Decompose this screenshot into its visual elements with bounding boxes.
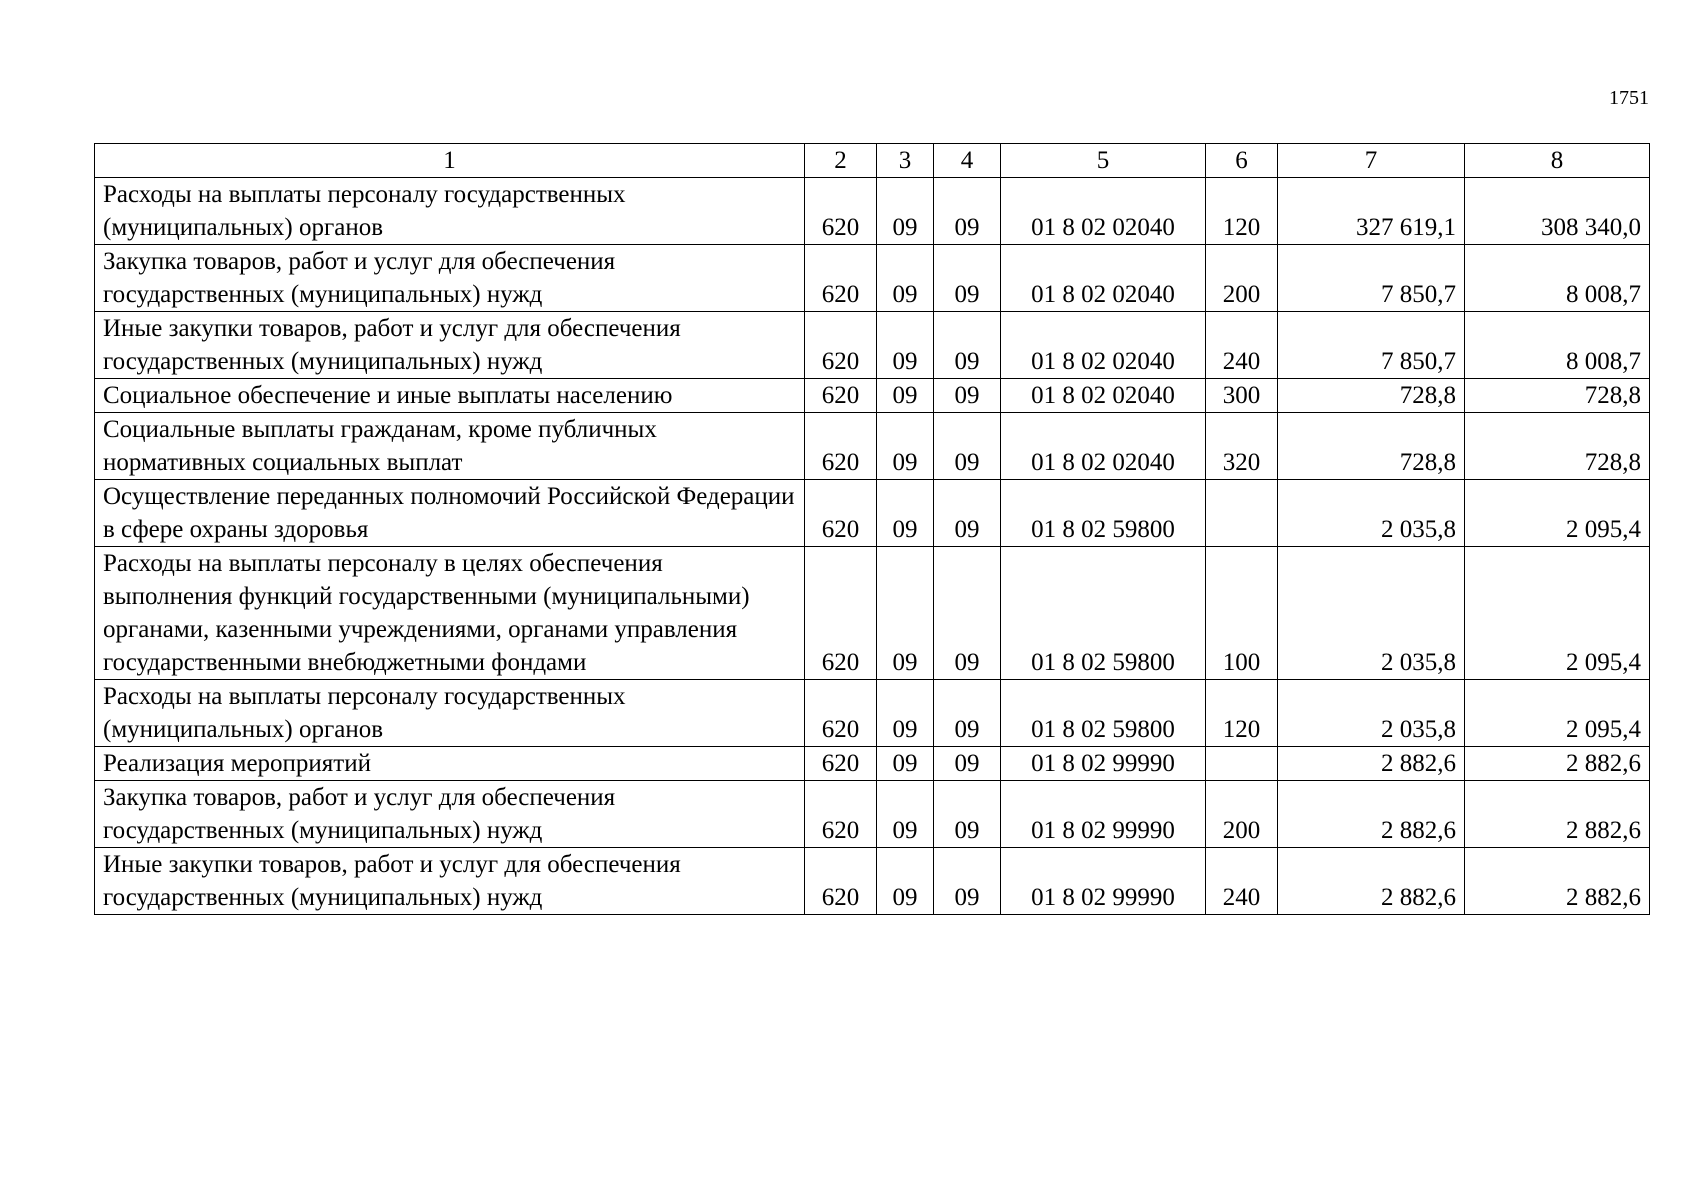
expense-type-code: 240 (1206, 848, 1278, 915)
expense-type-code: 240 (1206, 312, 1278, 379)
expense-name: Социальные выплаты гражданам, кроме публичных нормативных социальных выплат (95, 413, 805, 480)
section-code: 09 (877, 245, 934, 312)
table-row (95, 379, 1650, 413)
subsection-code: 09 (934, 848, 1001, 915)
table-row (95, 781, 1650, 848)
department-code: 620 (805, 480, 877, 547)
department-code: 620 (805, 547, 877, 680)
section-code: 09 (877, 747, 934, 781)
target-article-code: 01 8 02 99990 (1001, 781, 1206, 848)
amount-col-8: 728,8 (1465, 379, 1650, 413)
subsection-code: 09 (934, 413, 1001, 480)
target-article-code: 01 8 02 59800 (1001, 547, 1206, 680)
expense-name: Социальное обеспечение и иные выплаты населению (95, 379, 805, 413)
section-code: 09 (877, 413, 934, 480)
amount-col-7: 728,8 (1278, 379, 1465, 413)
amount-col-7: 2 035,8 (1278, 680, 1465, 747)
amount-col-8: 728,8 (1465, 413, 1650, 480)
table-row (95, 178, 1650, 245)
header-cell-8: 8 (1465, 144, 1650, 178)
amount-col-8: 2 095,4 (1465, 547, 1650, 680)
target-article-code: 01 8 02 02040 (1001, 312, 1206, 379)
target-article-code: 01 8 02 59800 (1001, 480, 1206, 547)
header-cell-1: 1 (95, 144, 805, 178)
table-body (95, 178, 1650, 915)
expense-type-code: 200 (1206, 781, 1278, 848)
subsection-code: 09 (934, 379, 1001, 413)
subsection-code: 09 (934, 747, 1001, 781)
amount-col-8: 2 882,6 (1465, 747, 1650, 781)
subsection-code: 09 (934, 781, 1001, 848)
department-code: 620 (805, 413, 877, 480)
table-row (95, 547, 1650, 680)
amount-col-8: 2 095,4 (1465, 680, 1650, 747)
department-code: 620 (805, 680, 877, 747)
header-cell-5: 5 (1001, 144, 1206, 178)
table-row (95, 480, 1650, 547)
amount-col-7: 2 035,8 (1278, 547, 1465, 680)
target-article-code: 01 8 02 02040 (1001, 245, 1206, 312)
table-row (95, 680, 1650, 747)
amount-col-7: 2 882,6 (1278, 781, 1465, 848)
department-code: 620 (805, 747, 877, 781)
expense-name: Осуществление переданных полномочий Российской Федерации в сфере охраны здоровья (95, 480, 805, 547)
subsection-code: 09 (934, 680, 1001, 747)
expense-name: Расходы на выплаты персоналу в целях обеспечения выполнения функций государственными (муниципальными) органами, казенными учреждениями, органами управления государственными внебюджетными фондами (95, 547, 805, 680)
header-cell-3: 3 (877, 144, 934, 178)
target-article-code: 01 8 02 02040 (1001, 379, 1206, 413)
table-row (95, 312, 1650, 379)
expense-name: Расходы на выплаты персоналу государственных (муниципальных) органов (95, 680, 805, 747)
target-article-code: 01 8 02 99990 (1001, 747, 1206, 781)
header-row (95, 144, 1650, 178)
section-code: 09 (877, 312, 934, 379)
amount-col-7: 7 850,7 (1278, 312, 1465, 379)
subsection-code: 09 (934, 480, 1001, 547)
section-code: 09 (877, 781, 934, 848)
header-cell-6: 6 (1206, 144, 1278, 178)
department-code: 620 (805, 781, 877, 848)
expense-name: Расходы на выплаты персоналу государственных (муниципальных) органов (95, 178, 805, 245)
section-code: 09 (877, 480, 934, 547)
amount-col-7: 2 035,8 (1278, 480, 1465, 547)
amount-col-7: 7 850,7 (1278, 245, 1465, 312)
table-row (95, 848, 1650, 915)
amount-col-8: 2 095,4 (1465, 480, 1650, 547)
expense-name: Закупка товаров, работ и услуг для обеспечения государственных (муниципальных) нужд (95, 781, 805, 848)
target-article-code: 01 8 02 02040 (1001, 178, 1206, 245)
amount-col-7: 728,8 (1278, 413, 1465, 480)
header-cell-2: 2 (805, 144, 877, 178)
table-row (95, 747, 1650, 781)
expense-name: Иные закупки товаров, работ и услуг для обеспечения государственных (муниципальных) нужд (95, 312, 805, 379)
amount-col-7: 327 619,1 (1278, 178, 1465, 245)
section-code: 09 (877, 848, 934, 915)
target-article-code: 01 8 02 99990 (1001, 848, 1206, 915)
amount-col-8: 308 340,0 (1465, 178, 1650, 245)
section-code: 09 (877, 379, 934, 413)
subsection-code: 09 (934, 178, 1001, 245)
subsection-code: 09 (934, 245, 1001, 312)
expense-type-code (1206, 747, 1278, 781)
department-code: 620 (805, 848, 877, 915)
table-row (95, 413, 1650, 480)
header-cell-7: 7 (1278, 144, 1465, 178)
expense-name: Реализация мероприятий (95, 747, 805, 781)
expense-type-code: 120 (1206, 178, 1278, 245)
section-code: 09 (877, 178, 934, 245)
expense-type-code: 100 (1206, 547, 1278, 680)
section-code: 09 (877, 547, 934, 680)
amount-col-8: 8 008,7 (1465, 245, 1650, 312)
target-article-code: 01 8 02 59800 (1001, 680, 1206, 747)
amount-col-8: 2 882,6 (1465, 781, 1650, 848)
department-code: 620 (805, 245, 877, 312)
table-header (95, 144, 1650, 178)
expense-type-code (1206, 480, 1278, 547)
expense-name: Иные закупки товаров, работ и услуг для обеспечения государственных (муниципальных) нужд (95, 848, 805, 915)
expense-name: Закупка товаров, работ и услуг для обеспечения государственных (муниципальных) нужд (95, 245, 805, 312)
department-code: 620 (805, 178, 877, 245)
page-number: 1751 (1609, 87, 1649, 109)
department-code: 620 (805, 312, 877, 379)
subsection-code: 09 (934, 312, 1001, 379)
department-code: 620 (805, 379, 877, 413)
section-code: 09 (877, 680, 934, 747)
budget-table (94, 143, 1650, 915)
expense-type-code: 320 (1206, 413, 1278, 480)
header-cell-4: 4 (934, 144, 1001, 178)
expense-type-code: 300 (1206, 379, 1278, 413)
target-article-code: 01 8 02 02040 (1001, 413, 1206, 480)
table-row (95, 245, 1650, 312)
amount-col-8: 2 882,6 (1465, 848, 1650, 915)
amount-col-8: 8 008,7 (1465, 312, 1650, 379)
amount-col-7: 2 882,6 (1278, 747, 1465, 781)
subsection-code: 09 (934, 547, 1001, 680)
expense-type-code: 200 (1206, 245, 1278, 312)
amount-col-7: 2 882,6 (1278, 848, 1465, 915)
expense-type-code: 120 (1206, 680, 1278, 747)
